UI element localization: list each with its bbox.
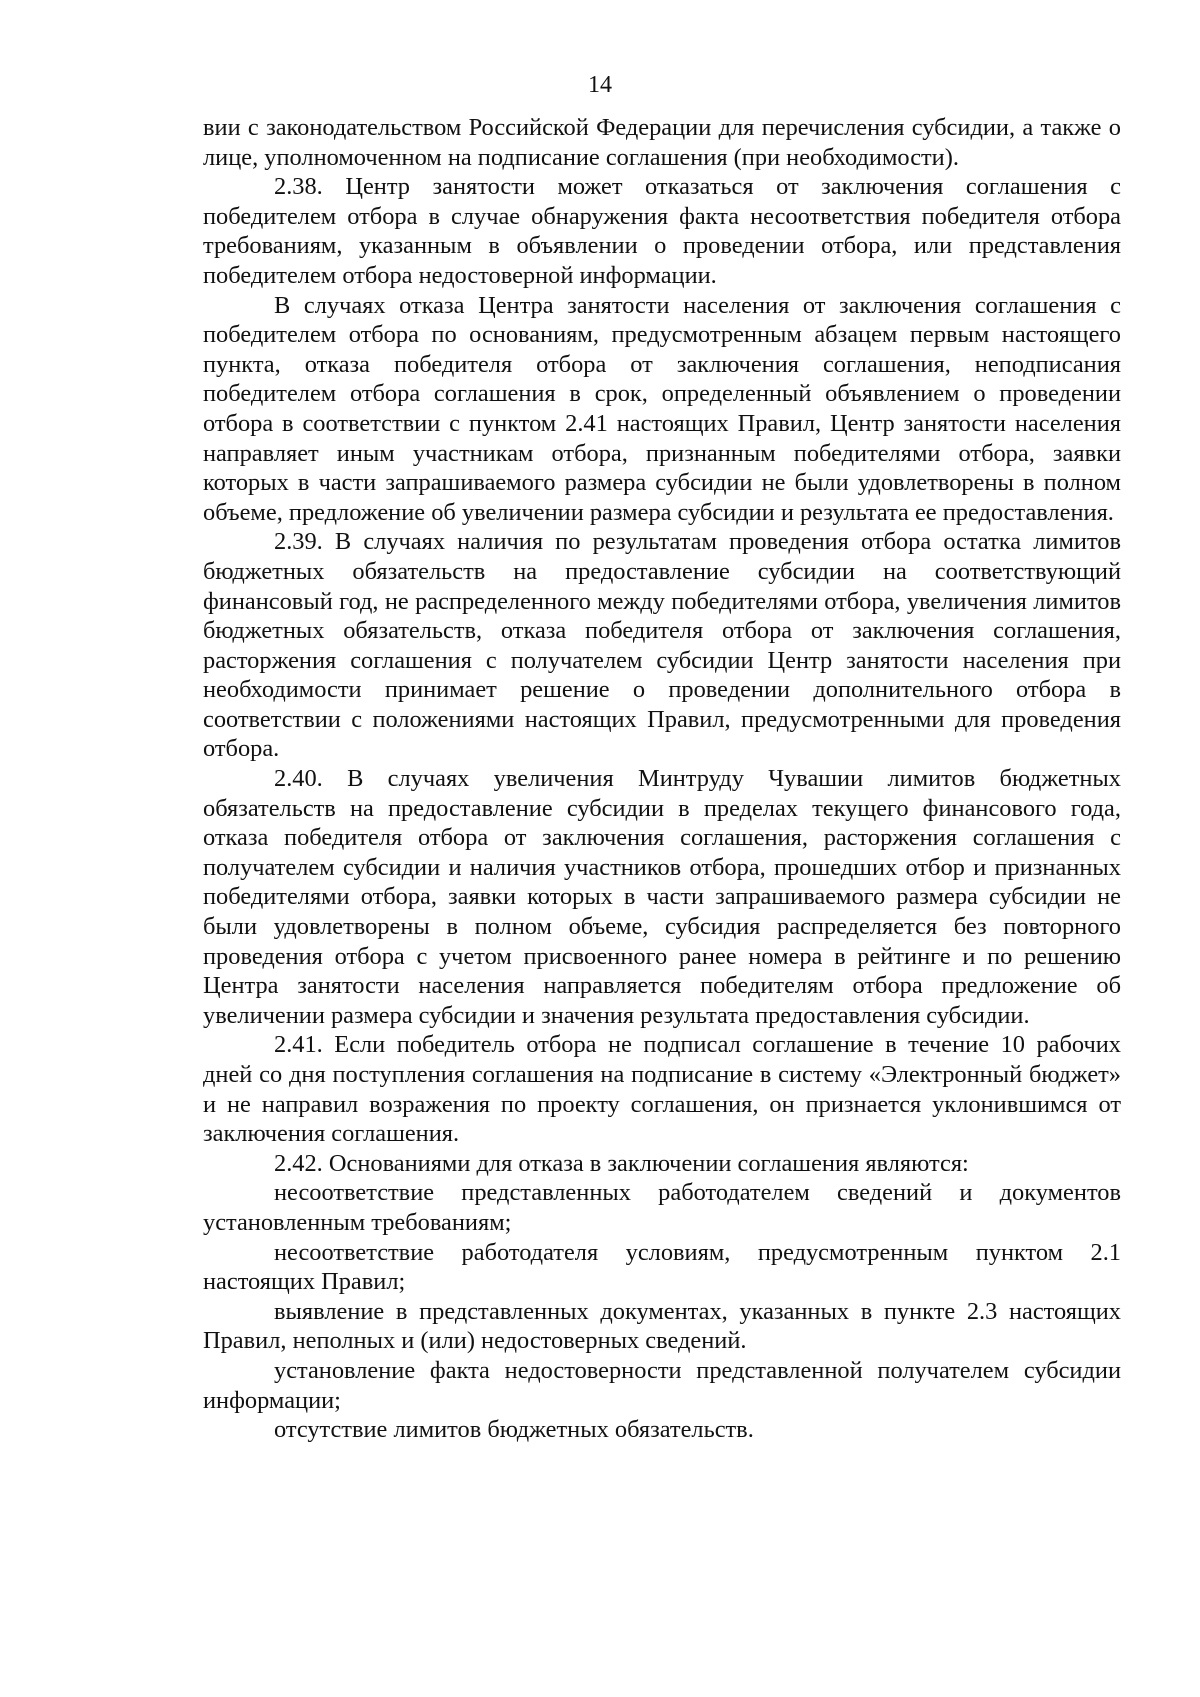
refusal-ground-1: несоответствие представленных работодателем сведений и документов установленным требованиям; <box>203 1179 1121 1236</box>
paragraph-continuation: вии с законодательством Российской Федерации для перечисления субсидии, а также о лице, уполномоченном на подписание соглашения (при необходимости). <box>203 114 1121 171</box>
paragraph-2-38: 2.38. Центр занятости может отказаться от заключения соглашения с победителем отбора в случае обнаружения факта несоответствия победителя отбора требованиям, указанным в объявлении о проведении отбора, или представления победителем отбора недостоверной информации. <box>203 173 1121 289</box>
paragraph-2-41: 2.41. Если победитель отбора не подписал соглашение в течение 10 рабочих дней со дня поступления соглашения на подписание в систему «Электронный бюджет» и не направил возражения по проекту соглашения, он признается уклонившимся от заключения соглашения. <box>203 1031 1121 1148</box>
refusal-ground-2: несоответствие работодателя условиям, предусмотренным пунктом 2.1 настоящих Правил; <box>203 1238 1121 1296</box>
refusal-ground-5: отсутствие лимитов бюджетных обязательств. <box>274 1416 754 1444</box>
paragraph-2-40: 2.40. В случаях увеличения Минтруду Чувашии лимитов бюджетных обязательств на предоставление субсидии в пределах текущего финансового года, отказа победителя отбора от заключения соглашения, расторжения соглашения с получателем субсидии и наличия участников отбора, прошедших отбор и признанных победителями отбора, заявки которых в части запрашиваемого размера субсидии не были удовлетворены в полном объеме, субсидия распределяется без повторного проведения отбора с учетом присвоенного ранее номера в рейтинге и по решению Центра занятости населения направляется победителям отбора предложение об увеличении размера субсидии и значения результата предоставления субсидии. <box>203 765 1121 1029</box>
paragraph-2-38-refusal-cases: В случаях отказа Центра занятости населения от заключения соглашения с победителем отбора по основаниям, предусмотренным абзацем первым настоящего пункта, отказа победителя отбора от заключения соглашения, неподписания победителем отбора соглашения в срок, определенный объявлением о проведении отбора в соответствии с пунктом 2.41 настоящих Правил, Центр занятости населения направляет иным участникам отбора, признанным победителями отбора, заявки которых в части запрашиваемого размера субсидии не были удовлетворены в полном объеме, предложение об увеличении размера субсидии и результата ее предоставления. <box>203 291 1121 526</box>
paragraph-2-39: 2.39. В случаях наличия по результатам проведения отбора остатка лимитов бюджетных обязательств на предоставление субсидии на соответствующий финансовый год, не распределенного между победителями отбора, увеличения лимитов бюджетных обязательств, отказа победителя отбора от заключения соглашения, расторжения соглашения с получателем субсидии Центр занятости населения при необходимости принимает решение о проведении дополнительного отбора в соответствии с положениями настоящих Правил, предусмотренными для проведения отбора. <box>203 528 1121 763</box>
paragraph-2-42: 2.42. Основаниями для отказа в заключении соглашения являются: <box>274 1149 969 1177</box>
refusal-ground-4: установление факта недостоверности представленной получателем субсидии информации; <box>203 1356 1121 1414</box>
page-number: 14 <box>588 72 612 98</box>
refusal-ground-3: выявление в представленных документах, указанных в пункте 2.3 настоящих Правил, неполных и (или) недостоверных сведений. <box>203 1297 1121 1355</box>
document-body <box>203 113 1121 1445</box>
